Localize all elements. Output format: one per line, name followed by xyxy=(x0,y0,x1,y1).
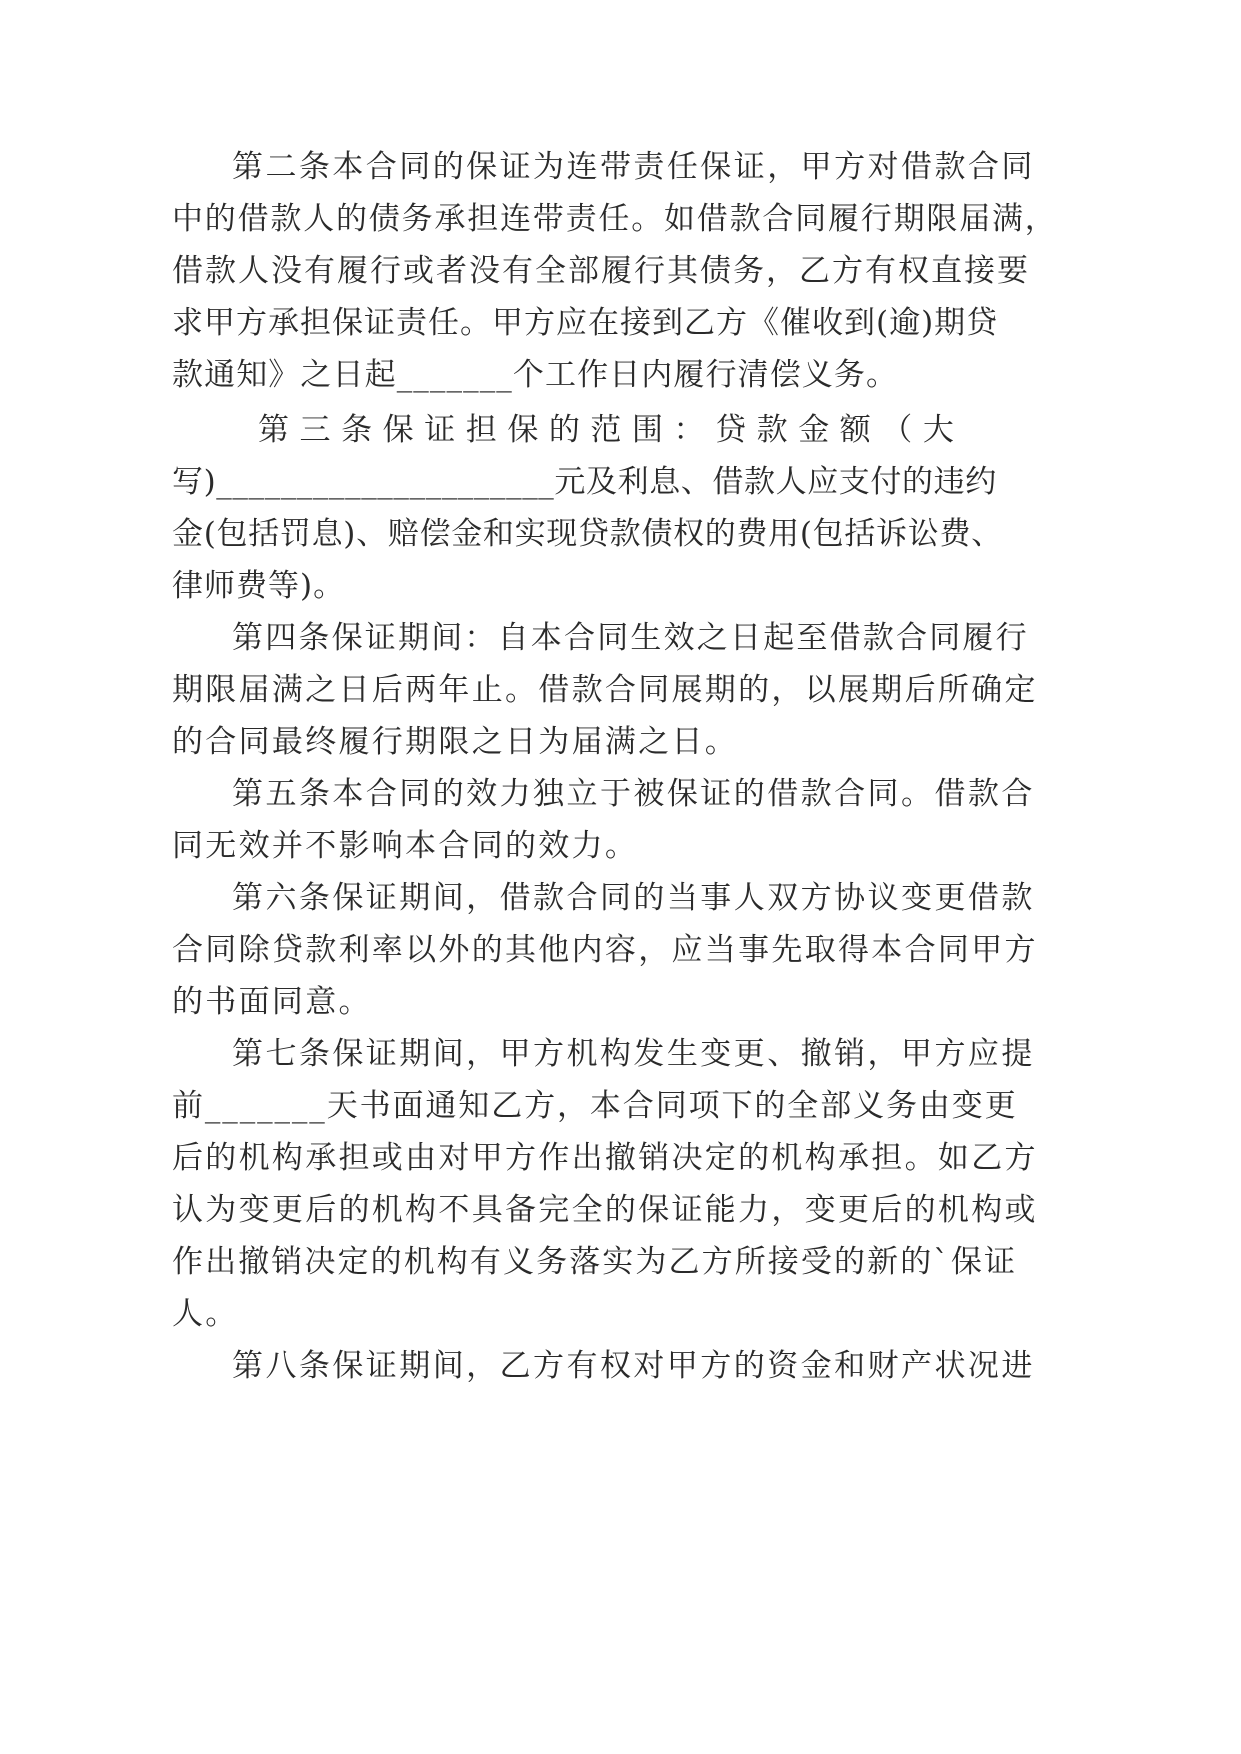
text-line: 的书面同意。 xyxy=(172,984,372,1020)
text-line: 人。 xyxy=(172,1296,239,1332)
text-line: 前_______天书面通知乙方，本合同项下的全部义务由变更 xyxy=(172,1088,1018,1124)
text-line: 第八条保证期间，乙方有权对甲方的资金和财产状况进 xyxy=(232,1348,1035,1384)
text-line: 中的借款人的债务承担连带责任。如借款合同履行期限届满， xyxy=(172,201,1058,237)
text-line: 作出撤销决定的机构有义务落实为乙方所接受的新的`保证 xyxy=(172,1244,1018,1280)
text-line: 同无效并不影响本合同的效力。 xyxy=(172,828,639,864)
text-line: 第六条保证期间，借款合同的当事人双方协议变更借款 xyxy=(232,880,1035,916)
text-line: 的合同最终履行期限之日为届满之日。 xyxy=(172,724,739,760)
text-line: 金(包括罚息)、赔偿金和实现贷款债权的费用(包括诉讼费、 xyxy=(172,516,1003,552)
text-line: 写)_____________________元及利息、借款人应支付的违约 xyxy=(172,464,997,500)
text-line: 款通知》之日起_______个工作日内履行清偿义务。 xyxy=(172,357,899,393)
text-line: 借款人没有履行或者没有全部履行其债务，乙方有权直接要 xyxy=(172,253,1030,289)
text-line: 第 三 条 保 证 担 保 的 范 围 ： 贷 款 金 额 （ 大 xyxy=(258,412,955,448)
text-line: 求甲方承担保证责任。甲方应在接到乙方《催收到(逾)期贷 xyxy=(172,305,999,341)
text-line: 后的机构承担或由对甲方作出撤销决定的机构承担。如乙方 xyxy=(172,1140,1038,1176)
text-line: 合同除贷款利率以外的其他内容，应当事先取得本合同甲方 xyxy=(172,932,1038,968)
text-line: 第二条本合同的保证为连带责任保证，甲方对借款合同 xyxy=(232,149,1035,185)
text-line: 期限届满之日后两年止。借款合同展期的，以展期后所确定 xyxy=(172,672,1038,708)
text-line: 律师费等)。 xyxy=(172,568,346,604)
text-line: 第五条本合同的效力独立于被保证的借款合同。借款合 xyxy=(232,776,1035,812)
text-line: 第七条保证期间，甲方机构发生变更、撤销，甲方应提 xyxy=(232,1036,1035,1072)
text-line: 第四条保证期间：自本合同生效之日起至借款合同履行 xyxy=(232,620,1029,656)
text-line: 认为变更后的机构不具备完全的保证能力，变更后的机构或 xyxy=(172,1192,1038,1228)
